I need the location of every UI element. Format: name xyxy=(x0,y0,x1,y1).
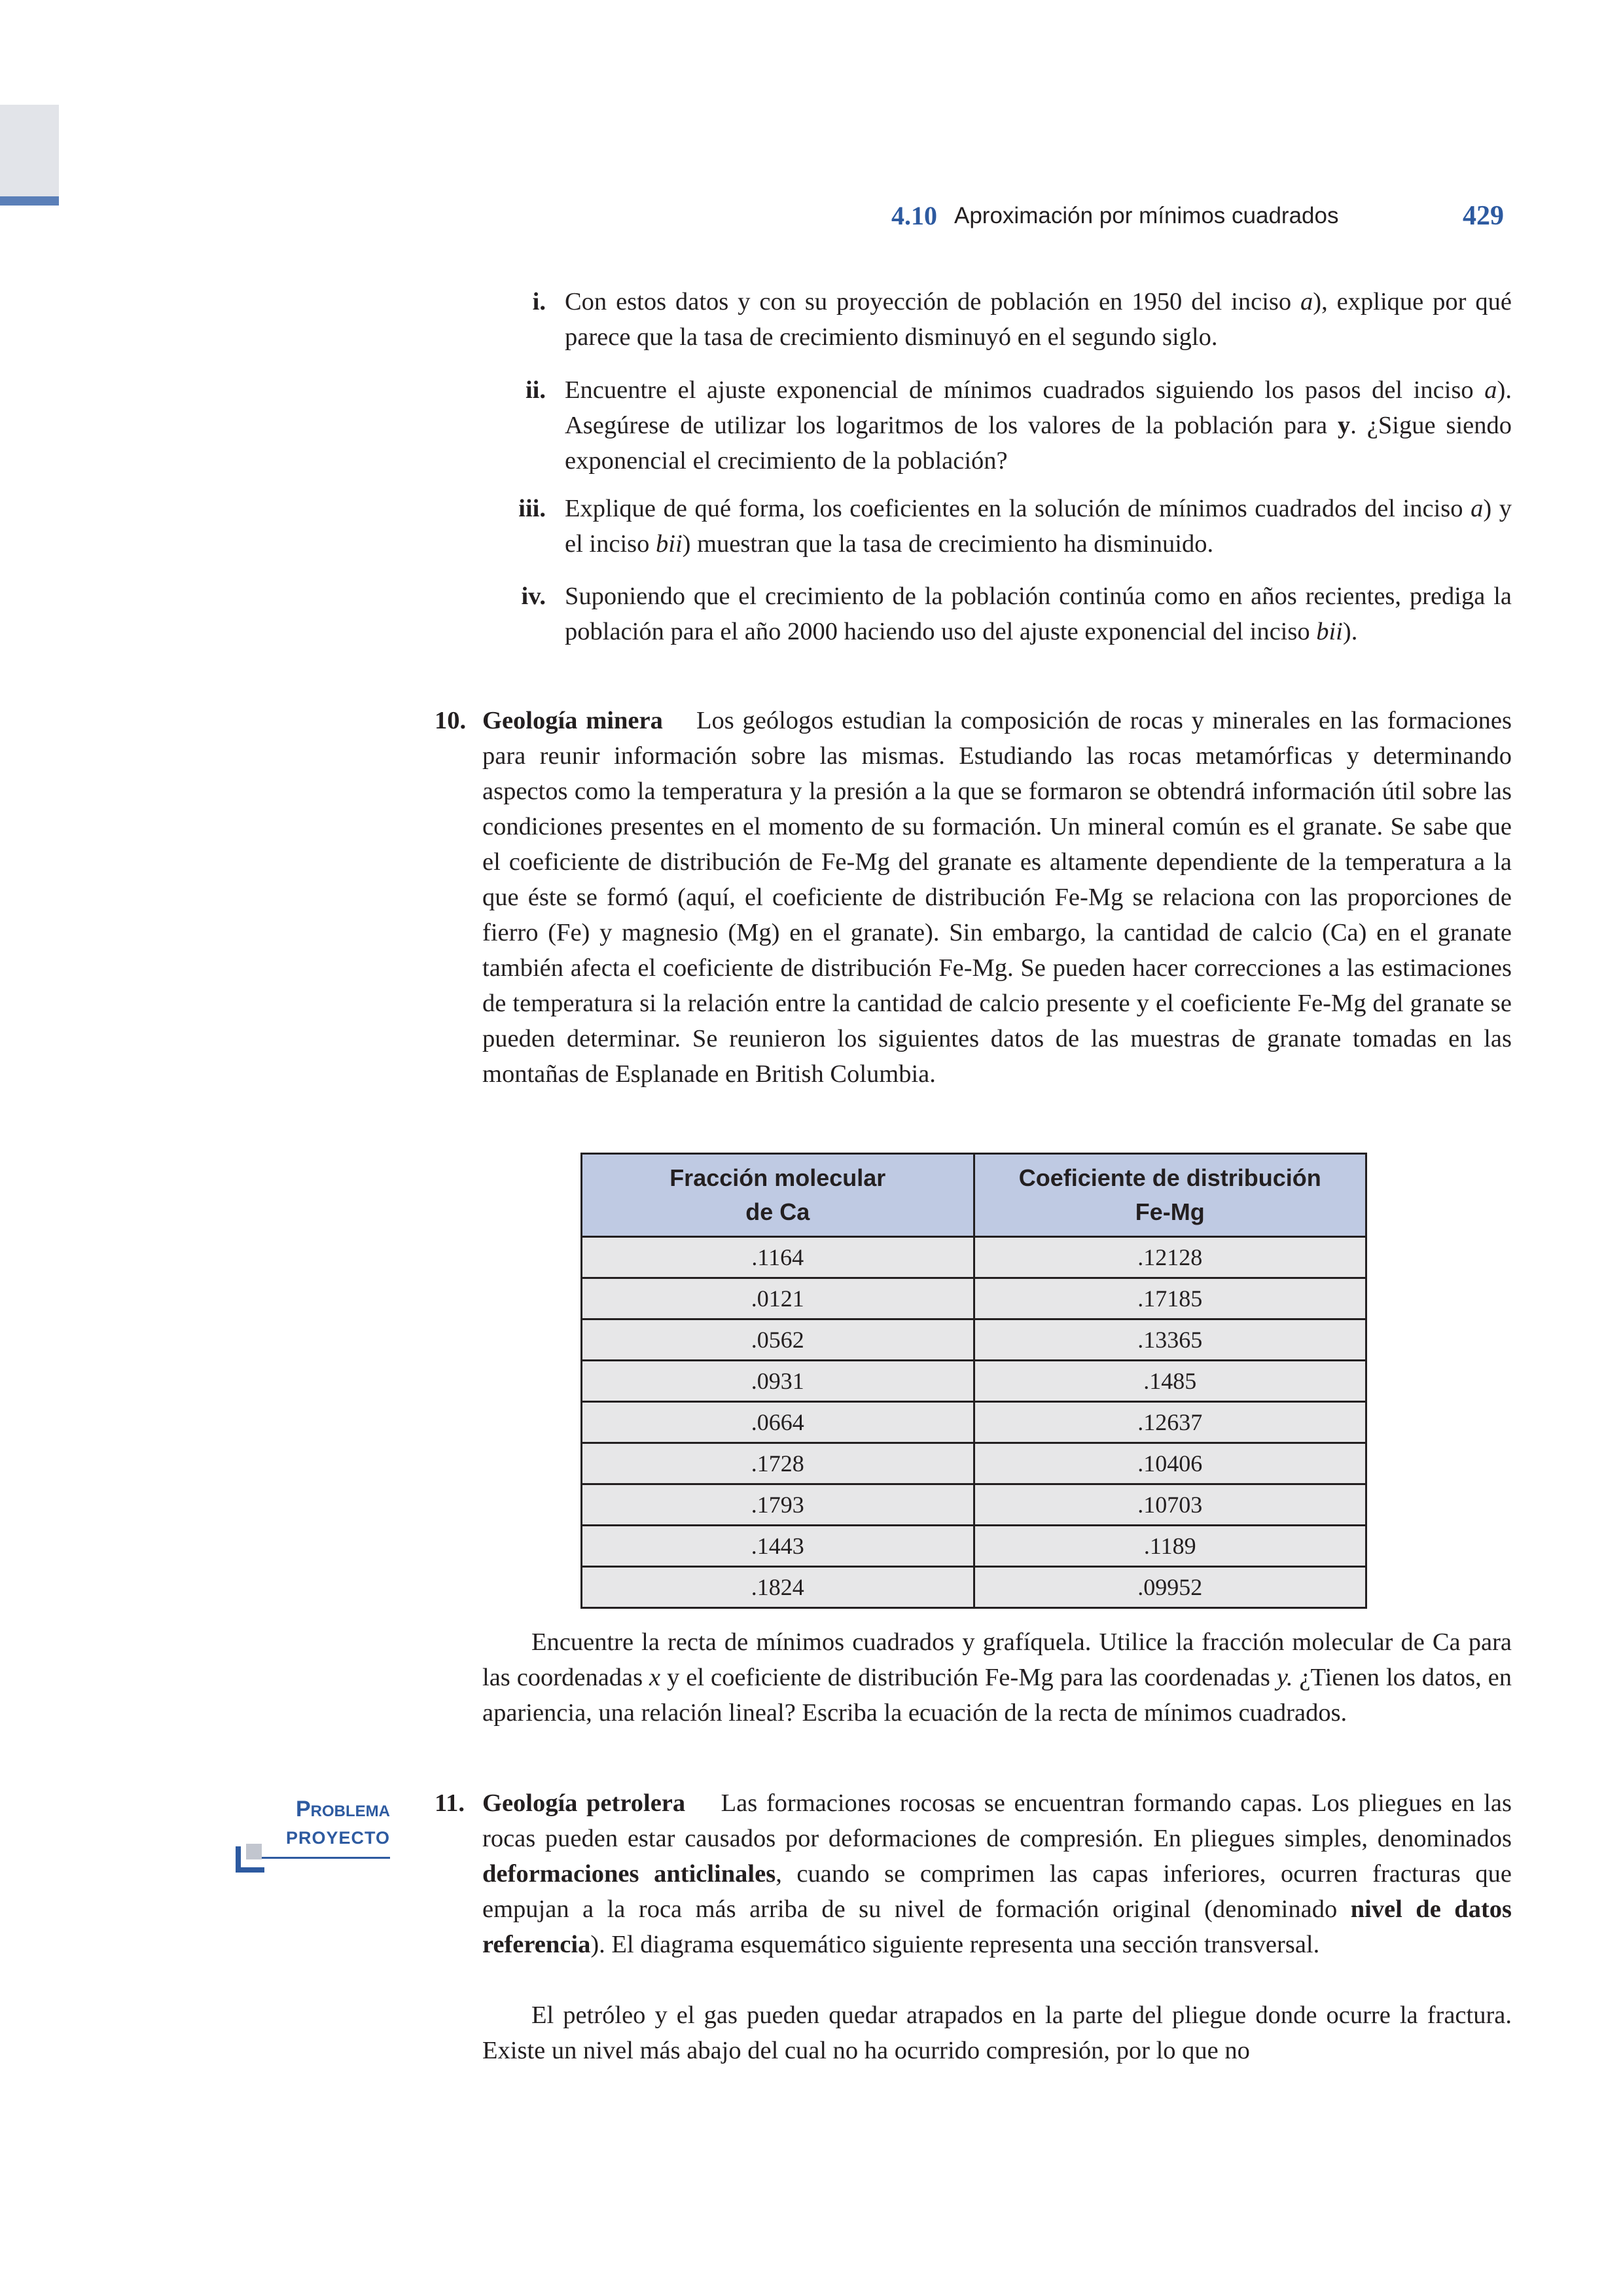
table-header: Fracción molecular de Ca xyxy=(582,1154,974,1237)
data-table xyxy=(580,1153,1367,1609)
item-i-text: Con estos datos y con su proyección de población en 1950 del inciso a), explique por qué parece que la tasa de crecimiento disminuyó en el segundo siglo. xyxy=(565,288,1512,351)
item-label: i. xyxy=(532,288,546,315)
item-label: ii. xyxy=(525,376,546,404)
table-row: .1728 .10406 xyxy=(582,1443,1366,1484)
table-row: .0121 .17185 xyxy=(582,1278,1366,1319)
exercise-11-paragraph-2: El petróleo y el gas pueden quedar atrapados en la parte del pliegue donde ocurre la fractura. Existe un nivel más abajo del cual no ha ocurrido compresión, por lo que no xyxy=(482,2001,1512,2064)
exercise-title: Geología petrolera xyxy=(482,1789,686,1817)
running-head xyxy=(851,200,1512,240)
table-row: .1793 .10703 xyxy=(582,1484,1366,1526)
corner-tab-decoration xyxy=(0,105,59,196)
corner-stripe-decoration xyxy=(0,196,59,206)
section-title: Aproximación por mínimos cuadrados xyxy=(954,203,1339,228)
table-row: .0931 .1485 xyxy=(582,1361,1366,1402)
exercise-11-text: Geología petrolera Las formaciones rocosas se encuentran formando capas. Los pliegues en las rocas pueden estar causados por deformaciones de compresión. En pliegues simples, denominados deformaciones anticlinales, cuando se comprimen las capas inferiores, ocurren fracturas que empujan a la roca más arriba de su nivel de formación original (denominado nivel de datos referencia). El diagrama esquemático siguiente representa una sección transversal. xyxy=(482,1789,1512,1958)
corner-bracket-icon xyxy=(236,1844,264,1873)
exercise-10-instructions: Encuentre la recta de mínimos cuadrados y grafíquela. Utilice la fracción molecular de Ca para las coordenadas x y el coeficiente de distribución Fe-Mg para las coordenadas y. ¿Tienen los datos, en apariencia, una relación lineal? Escriba la ecuación de la recta de mínimos cuadrados. xyxy=(482,1628,1512,1727)
exercise-title: Geología minera xyxy=(482,707,663,734)
item-ii-text: Encuentre el ajuste exponencial de mínimos cuadrados siguiendo los pasos del inciso a). Asegúrese de utilizar los logaritmos de los valores de la población para y. ¿Sigue siendo exponencial el crecimiento de la población? xyxy=(565,376,1512,475)
item-iii-text: Explique de qué forma, los coeficientes en la solución de mínimos cuadrados del inciso a) y el inciso bii) muestran que la tasa de crecimiento ha disminuido. xyxy=(565,495,1512,558)
tag-line-2: PROYECTO xyxy=(285,1828,390,1848)
table-row: .1443 .1189 xyxy=(582,1526,1366,1567)
table-row: .0664 .12637 xyxy=(582,1402,1366,1443)
table-row: .1824 .09952 xyxy=(582,1567,1366,1608)
page-number: 429 xyxy=(1463,201,1504,231)
table-row: .0562 .13365 xyxy=(582,1319,1366,1361)
exercise-number: 10. xyxy=(435,707,467,734)
exercise-number: 11. xyxy=(435,1789,465,1817)
item-iv-text: Suponiendo que el crecimiento de la población continúa como en años recientes, prediga la población para el año 2000 haciendo uso del ajuste exponencial del inciso bii). xyxy=(565,583,1512,645)
item-label: iv. xyxy=(521,583,546,610)
section-number: 4.10 xyxy=(891,201,937,230)
tag-line-1: Problema xyxy=(295,1797,390,1821)
item-label: iii. xyxy=(518,495,546,522)
table-row: .1164 .12128 xyxy=(582,1237,1366,1278)
project-problem-tag xyxy=(236,1797,390,1875)
tag-underline xyxy=(259,1857,390,1859)
table-header: Coeficiente de distribución Fe-Mg xyxy=(974,1154,1366,1237)
exercise-10-text: Geología minera Los geólogos estudian la composición de rocas y minerales en las formaciones para reunir información sobre las mismas. Estudiando las rocas metamórficas y determinando aspectos como la temperatura y la presión a la que se formaron se obtendrá información útil sobre las condiciones presentes en el momento de su formación. Un mineral común es el granate. Se sabe que el coeficiente de distribución de Fe-Mg del granate es altamente dependiente de la temperatura a la que éste se formó (aquí, el coeficiente de distribución Fe-Mg se relaciona con las proporciones de fierro (Fe) y magnesio (Mg) en el granate). Sin embargo, la cantidad de calcio (Ca) en el granate también afecta el coeficiente de distribución Fe-Mg. Se pueden hacer correcciones a las estimaciones de temperatura si la relación entre la cantidad de calcio presente y el coeficiente Fe-Mg del granate se pueden determinar. Se reunieron los siguientes datos de las muestras de granate tomadas en las montañas de Esplanade en British Columbia. xyxy=(482,707,1512,1088)
